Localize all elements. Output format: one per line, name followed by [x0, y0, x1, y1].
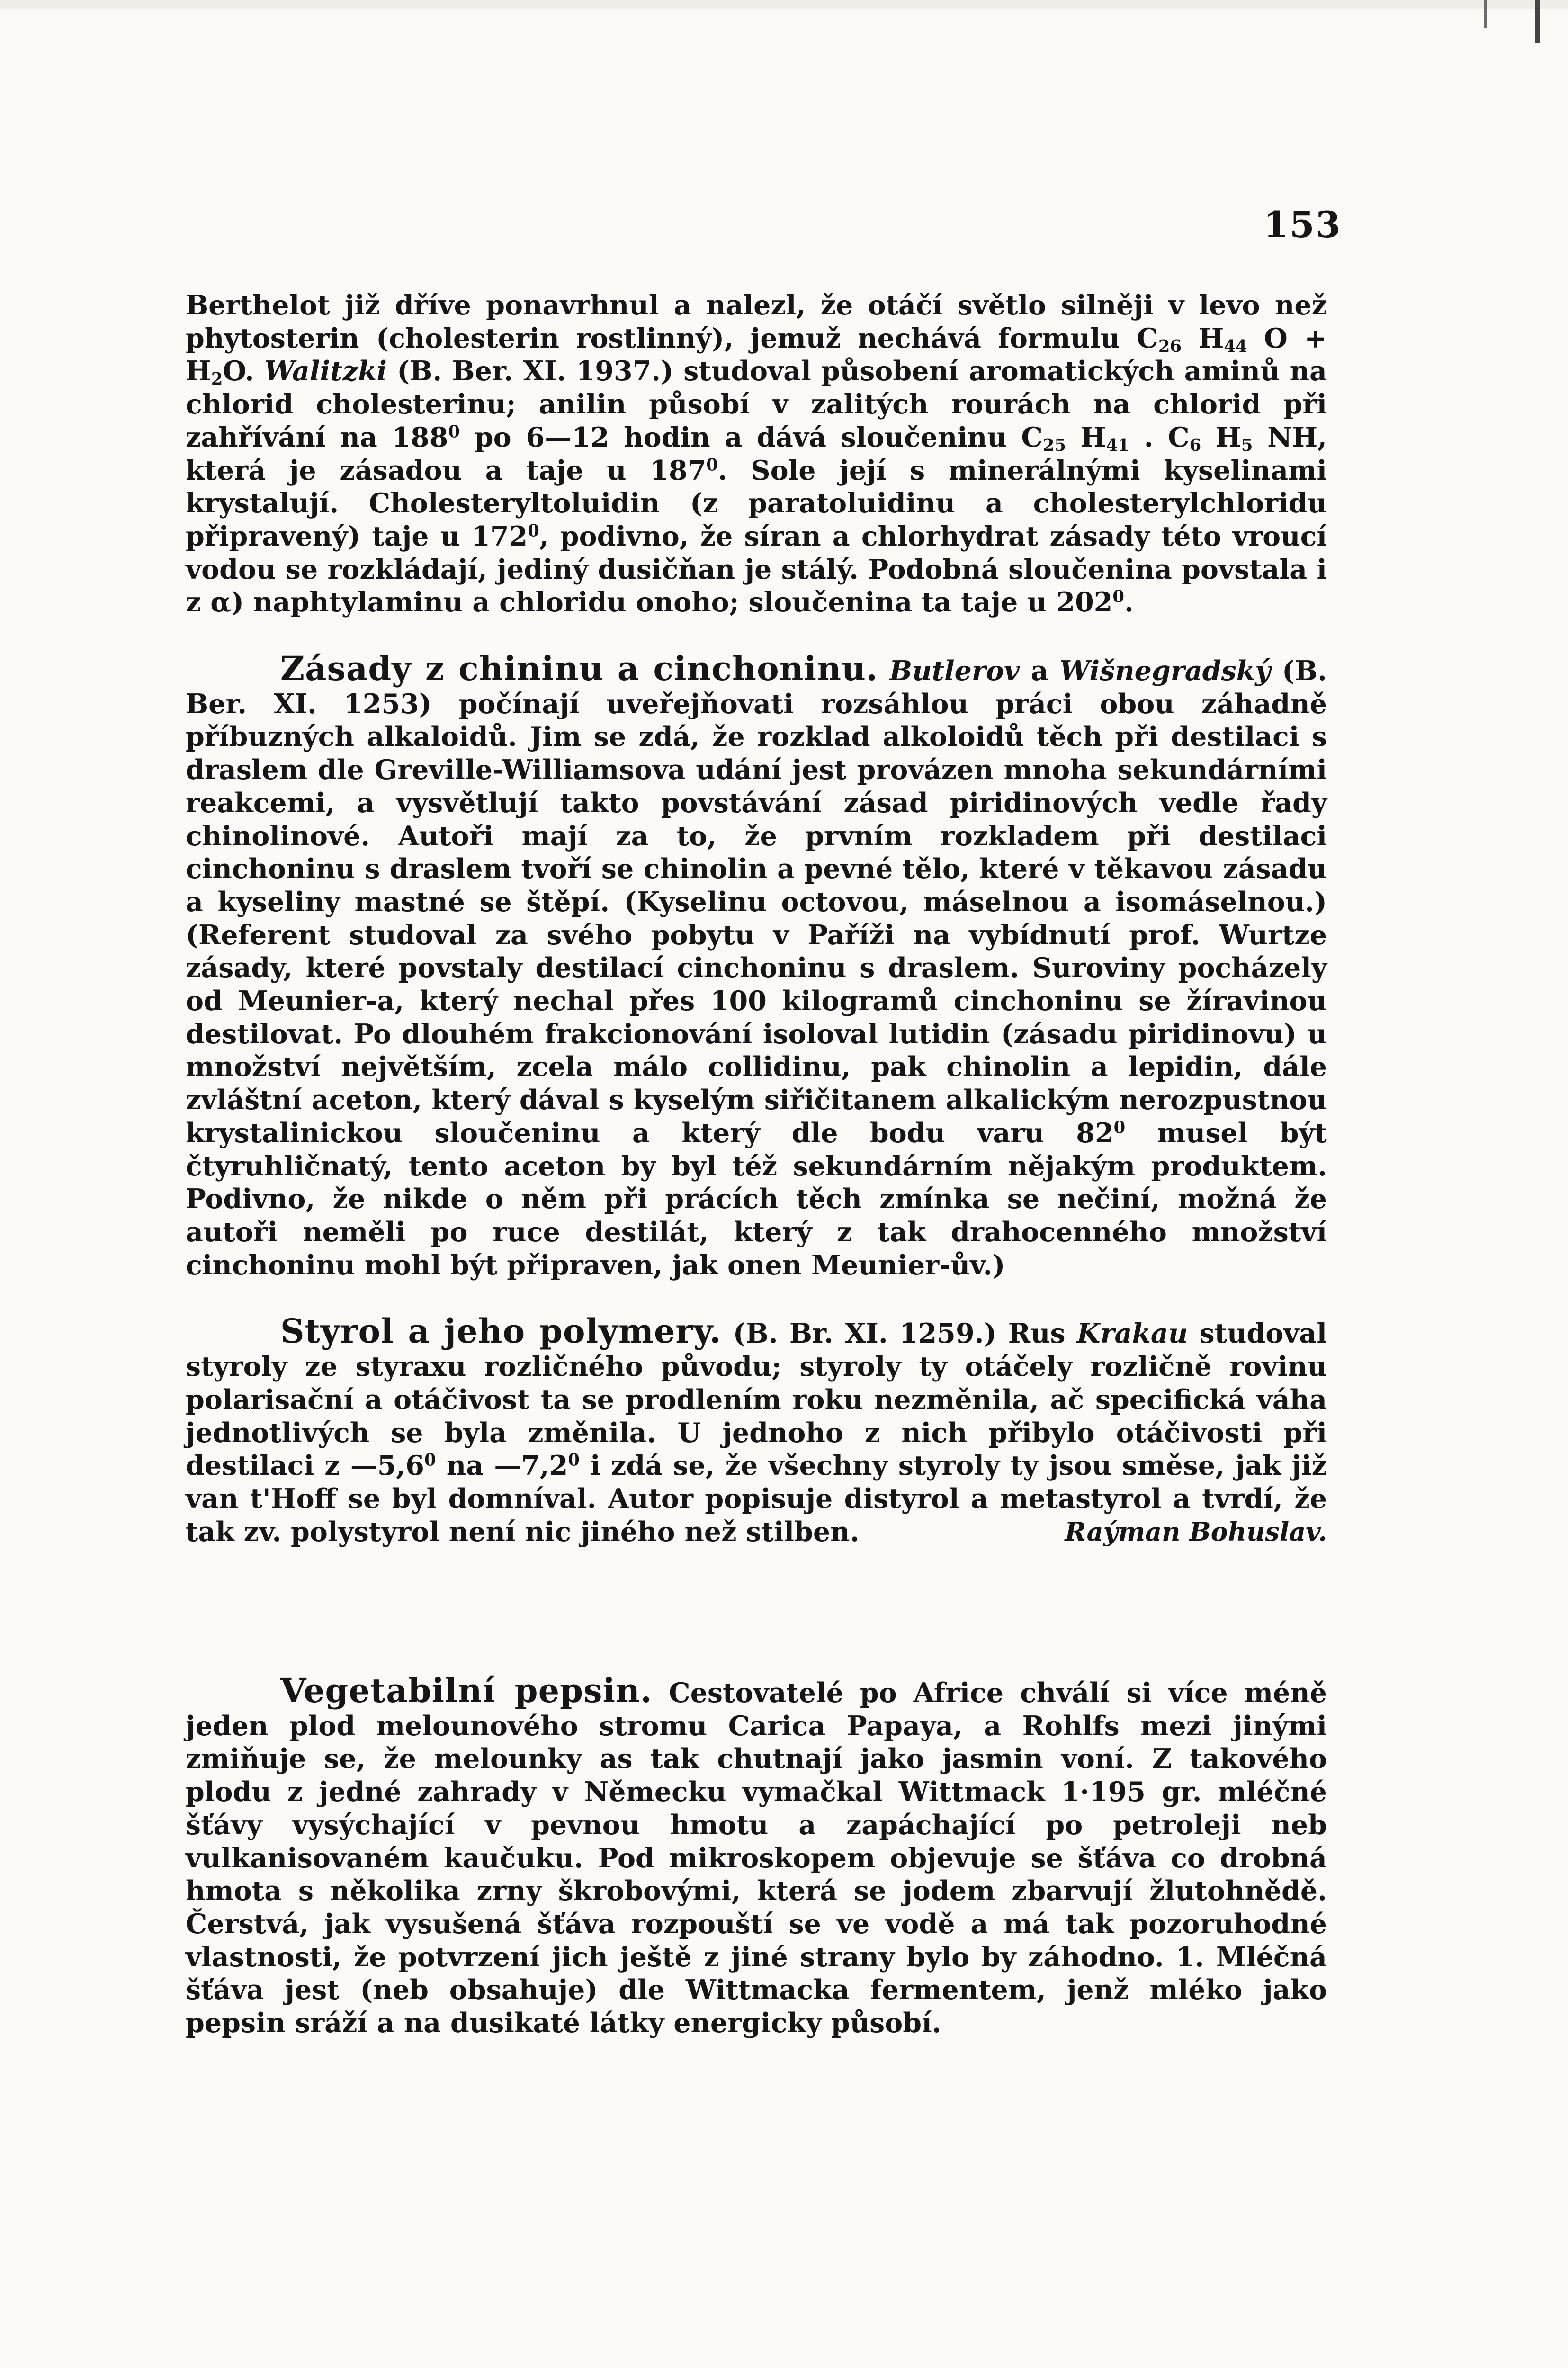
- article-title: Zásady z chininu a cinchoninu.: [280, 649, 878, 689]
- page-body: [186, 289, 1327, 2040]
- spacer: [186, 1282, 1327, 1315]
- spacer: [186, 1549, 1327, 1641]
- author-name: Wišnegradský: [1059, 655, 1271, 687]
- paragraph-pepsin: Vegetabilní pepsin. Cestovatelé po Africe chválí si více méně jeden plod melounového stromu Carica Papaya, a Rohlfs mezi jinými zmiňuje se, že melounky as tak chutnají jako jasmin voní. Z takového plodu z jedné zahrady v Německu vymačkal Wittmack 1·195 gr. mléčné šťávy vysýchající v pevnou hmotu a zapáchající po petroleji neb vulkanisovaném kaučuku. Pod mikroskopem objevuje se šťáva co drobná hmota s několika zrny škrobovými, která se jodem zbarvují žlutohnědě. Čerstvá, jak vysušená šťáva rozpouští se ve vodě a má tak pozoruhodné vlastnosti, že potvrzení jich ještě z jiné strany bylo by záhodno. 1. Mléčná šťáva jest (neb obsahuje) dle Wittmacka fermentem, jenž mléko jako pepsin sráží a na dusikaté látky energicky působí.: [186, 1671, 1327, 2039]
- page-number: 153: [1263, 204, 1342, 246]
- article-title: Vegetabilní pepsin.: [280, 1671, 653, 1711]
- signature: Raýman Bohuslav.: [1065, 1516, 1327, 1547]
- paragraph-chinin: Zásady z chininu a cinchoninu. Butlerov a Wišnegradský (B. Ber. XI. 1253) počínají uveřejňovati rozsáhlou práci obou záhadně příbuzných alkaloidů. Jim se zdá, že rozklad alkoloidů těch při destilaci s draslem dle Greville-Williamsova udání jest provázen mnoha sekundárními reakcemi, a vysvětlují takto povstávání zásad piridinových vedle řady chinolinové. Autoři mají za to, že prvním rozkladem při destilaci cinchoninu s draslem tvoří se chinolin a pevné tělo, které v těkavou zásadu a kyseliny mastné se štěpí. (Kyselinu octovou, máselnou a isomáselnou.) (Referent studoval za svého pobytu v Paříži na vybídnutí prof. Wurtze zásady, které povstaly destilací cinchoninu s draslem. Suroviny pocházely od Meunier-a, který nechal přes 100 kilogramů cinchoninu se žíravinou destilovat. Po dlouhém frakcionování isoloval lutidin (zásadu piridinovu) u množství největším, zcela málo collidinu, pak chinolin a lepidin, dále zvláštní aceton, který dával s kyselým siřičitanem alkalickým nerozpustnou krystalinickou sloučeninu a který dle bodu varu $82^0$ musel být čtyruhličnatý, tento aceton by byl též sekundárním nějakým produktem. Podivno, že nikde o něm při prácích těch zmínka se nečiní, možná že autoři neměli po ruce destilát, který z tak drahocenného množství cinchoninu mohl být připraven, jak onen Meunier-ův.): [186, 649, 1327, 1281]
- author-name: Butlerov: [889, 655, 1020, 687]
- paragraph-cholesterin: Berthelot již dříve ponavrhnul a nalezl, že otáčí světlo silněji v levo než phytosterin (cholesterin rostlinný), jemuž nechává formulu $C_{26}$ $H_{44}$ $O + H_2O$. Walitzki (B. Ber. XI. 1937.) studoval působení aromatických aminů na chlorid cholesterinu; anilin působí v zalitých rourách na chlorid při zahřívání na $188^0$ po 6—12 hodin a dává sloučeninu $C_{25}$ $H_{41}$ . $C_6$ $H_5$ NH, která je zásadou a taje u $187^0$. Sole její s minerálnými kyselinami krystalují. Cholesteryltoluidin (z paratoluidinu a cholesterylchloridu připravený) taje u $172^0$, podivno, že síran a chlorhydrat zásady této vroucí vodou se rozkládají, jediný dusičňan je stálý. Podobná sloučenina povstala i z α) naphtylaminu a chloridu onoho; sloučenina ta taje u $202^0$.: [186, 289, 1327, 619]
- scan-edge-mark-2: [1484, 0, 1487, 28]
- scan-edge-mark: [1535, 0, 1540, 43]
- paragraph-styrol: Styrol a jeho polymery. (B. Br. XI. 1259.) Rus Krakau studoval styroly ze styraxu rozličného původu; styroly ty otáčely rozličně rovinu polarisační a otáčivost ta se prodlením roku nezměnila, ač specifická váha jednotlivých se byla změnila. U jednoho z nich přibylo otáčivosti při destilaci z $—5,6^0$ na $—7,2^0$ i zdá se, že všechny styroly ty jsou směse, jak již van t'Hoff se byl domníval. Autor popisuje distyrol a metastyrol a tvrdí, že tak zv. polystyrol není nic jiného než stilben.: [186, 1311, 1327, 1548]
- author-name: Krakau: [1076, 1318, 1188, 1350]
- spacer: [186, 1641, 1327, 1674]
- scan-edge-top: [0, 0, 1568, 9]
- article-title: Styrol a jeho polymery.: [280, 1311, 722, 1351]
- spacer: [186, 619, 1327, 652]
- author-name: Walitzki: [264, 355, 387, 387]
